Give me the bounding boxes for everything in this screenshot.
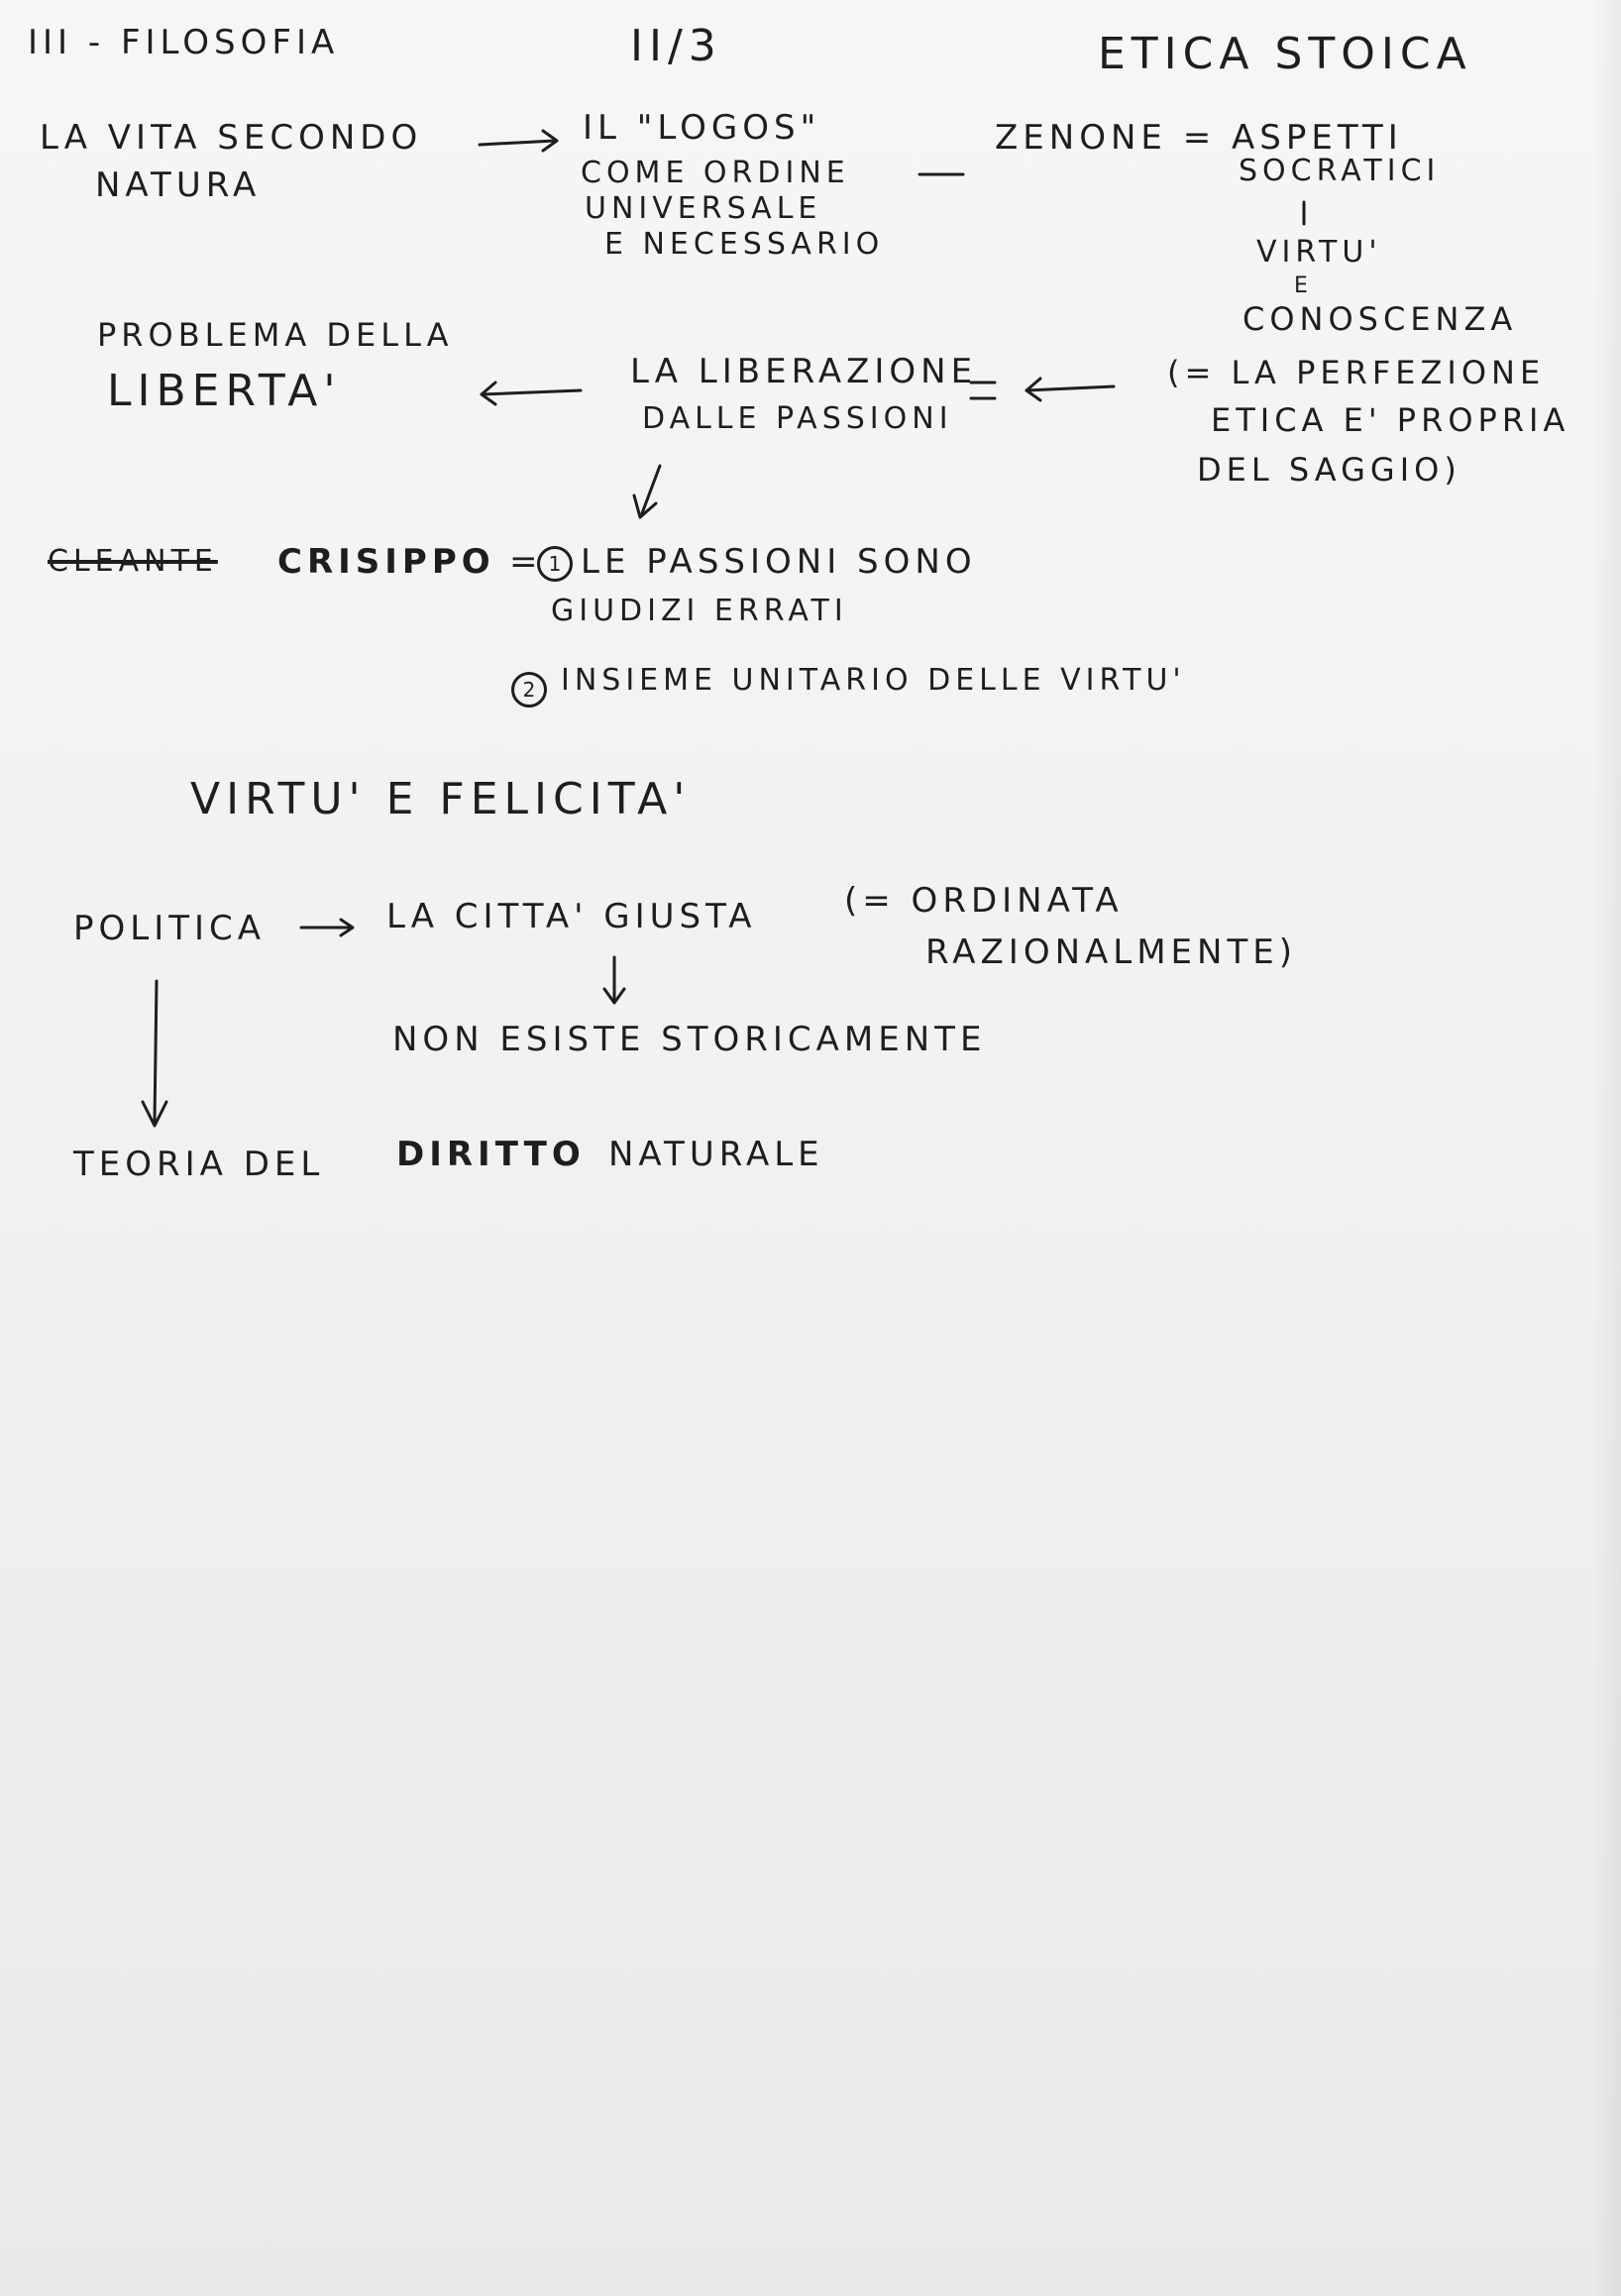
problema-text: PROBLEMA DELLA <box>97 316 454 354</box>
perfezione-line-3: DEL SAGGIO) <box>1197 451 1461 489</box>
arrow-right-icon <box>480 141 555 145</box>
arrow-down-icon <box>155 981 157 1122</box>
liberazione-line-2: DALLE PASSIONI <box>642 401 953 436</box>
diritto-text: DIRITTO <box>396 1135 586 1174</box>
vita-secondo-text: LA VITA SECONDO <box>40 118 423 158</box>
crisippo-text: CRISIPPO <box>277 542 495 582</box>
number-2-circle: 2 <box>511 672 547 708</box>
conoscenza-text: CONOSCENZA <box>1243 300 1518 338</box>
page-title: ETICA STOICA <box>1098 29 1472 79</box>
course-label: III - FILOSOFIA <box>28 23 340 62</box>
arrow-left-icon <box>482 390 581 394</box>
number-1-circle: 1 <box>537 546 573 582</box>
virtu-felicita-heading: VIRTU' E FELICITA' <box>190 774 692 824</box>
point-2-text: INSIEME UNITARIO DELLE VIRTU' <box>561 663 1186 698</box>
naturale-text: NATURALE <box>608 1135 824 1174</box>
equals-sign: = <box>509 542 543 582</box>
page-number: II/3 <box>630 21 722 71</box>
perfezione-line-1: (= LA PERFEZIONE <box>1167 354 1546 391</box>
equals-icon <box>971 383 995 398</box>
logos-line-3: UNIVERSALE <box>585 191 822 226</box>
socratici-text: SOCRATICI <box>1239 154 1441 188</box>
point-1-line-2: GIUDIZI ERRATI <box>551 594 848 628</box>
non-esiste-text: NON ESISTE STORICAMENTE <box>392 1020 987 1059</box>
logos-line-2: COME ORDINE <box>581 156 850 190</box>
politica-text: POLITICA <box>73 909 267 948</box>
zenone-text: ZENONE = ASPETTI <box>995 118 1403 158</box>
perfezione-line-2: ETICA E' PROPRIA <box>1211 401 1570 439</box>
point-1-line-1: LE PASSIONI SONO <box>581 542 977 582</box>
arrow-left-icon <box>1027 386 1114 390</box>
liberta-text: LIBERTA' <box>107 366 342 416</box>
ordinata-line-1: (= ORDINATA <box>844 881 1124 921</box>
logos-line-4: E NECESSARIO <box>604 227 885 262</box>
logos-line-1: IL "LOGOS" <box>583 108 821 148</box>
teoria-text: TEORIA DEL <box>73 1145 325 1184</box>
cleante-struck-text: CLEANTE <box>48 544 218 579</box>
natura-text: NATURA <box>95 165 262 205</box>
ordinata-line-2: RAZIONALMENTE) <box>925 932 1297 972</box>
liberazione-line-1: LA LIBERAZIONE <box>630 352 978 391</box>
virtu-text: VIRTU' <box>1256 235 1382 270</box>
citta-giusta-text: LA CITTA' GIUSTA <box>386 897 757 936</box>
e-text: E <box>1294 273 1313 298</box>
